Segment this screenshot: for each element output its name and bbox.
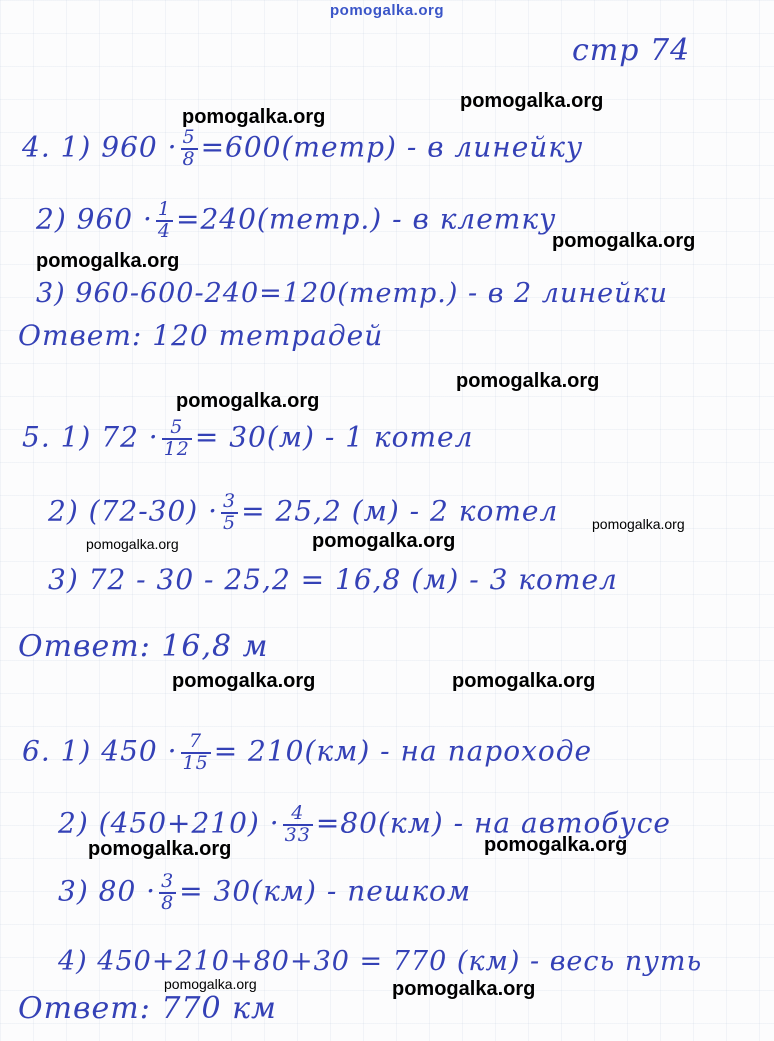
- fraction-numerator: 3: [161, 870, 175, 892]
- watermark: pomogalka.org: [456, 370, 600, 392]
- problem4-line1-end: =600(тетр) - в линейку: [200, 130, 584, 164]
- fraction-numerator: 3: [223, 490, 237, 512]
- fraction: [181, 732, 211, 774]
- watermark: pomogalka.org: [36, 250, 180, 272]
- problem4-line1: [22, 128, 583, 170]
- watermark: pomogalka.org: [86, 536, 179, 552]
- watermark: pomogalka.org: [176, 390, 320, 412]
- fraction-denominator: 5: [223, 511, 237, 534]
- top-watermark: pomogalka.org: [330, 2, 445, 19]
- fraction-denominator: 33: [284, 823, 311, 846]
- fraction-numerator: 5: [162, 418, 192, 440]
- fraction-denominator: 4: [157, 219, 171, 242]
- problem5-line2-end: = 25,2 (м) - 2 котел: [241, 494, 559, 528]
- problem4-line2: [36, 200, 556, 242]
- fraction-denominator: 15: [182, 751, 209, 774]
- problem6-line2-start: 2) (450+210) ·: [58, 806, 280, 840]
- watermark: pomogalka.org: [182, 106, 326, 128]
- problem5-line1-end: = 30(м) - 1 котел: [194, 420, 474, 454]
- problem5-line3: 3) 72 - 30 - 25,2 = 16,8 (м) - 3 котел: [48, 563, 618, 596]
- problem5-line1: [22, 418, 473, 460]
- fraction-numerator: 4: [283, 804, 313, 826]
- problem5-line2-start: 2) (72-30) ·: [48, 494, 219, 528]
- fraction: [181, 128, 198, 170]
- problem6-answer: Ответ: 770 км: [18, 991, 277, 1026]
- fraction: [221, 492, 238, 534]
- watermark: pomogalka.org: [392, 978, 536, 1000]
- watermark: pomogalka.org: [552, 230, 696, 252]
- problem4-line2-start: 2) 960 ·: [36, 202, 153, 236]
- problem6-line4: 4) 450+210+80+30 = 770 (км) - весь путь: [58, 946, 703, 977]
- fraction-numerator: 7: [181, 732, 211, 754]
- fraction-denominator: 8: [182, 147, 196, 170]
- fraction-denominator: 8: [161, 891, 175, 914]
- fraction: [156, 200, 173, 242]
- problem6-line3: [58, 872, 471, 914]
- fraction: [159, 872, 176, 914]
- problem5-answer: Ответ: 16,8 м: [18, 629, 269, 664]
- watermark: pomogalka.org: [452, 670, 596, 692]
- watermark: pomogalka.org: [592, 516, 685, 532]
- problem6-line1: [22, 732, 592, 774]
- watermark: pomogalka.org: [312, 530, 456, 552]
- problem5-line1-start: 5. 1) 72 ·: [22, 420, 159, 454]
- watermark: pomogalka.org: [88, 838, 232, 860]
- problem4-answer: Ответ: 120 тетрадей: [18, 319, 384, 352]
- fraction-numerator: 5: [182, 126, 196, 148]
- problem4-line2-end: =240(тетр.) - в клетку: [175, 202, 557, 236]
- problem6-line2-end: =80(км) - на автобусе: [315, 806, 671, 840]
- problem4-line3: 3) 960-600-240=120(тетр.) - в 2 линейки: [36, 278, 669, 309]
- problem6-line1-end: = 210(км) - на пароходе: [213, 734, 593, 768]
- watermark: pomogalka.org: [164, 976, 257, 992]
- page-label: стр 74: [572, 33, 691, 68]
- problem6-line1-start: 6. 1) 450 ·: [22, 734, 178, 768]
- problem4-line1-start: 4. 1) 960 ·: [22, 130, 178, 164]
- fraction: [162, 418, 192, 460]
- watermark: pomogalka.org: [172, 670, 316, 692]
- watermark: pomogalka.org: [484, 834, 628, 856]
- watermark: pomogalka.org: [460, 90, 604, 112]
- problem6-line3-end: = 30(км) - пешком: [179, 874, 472, 908]
- problem6-line3-start: 3) 80 ·: [58, 874, 157, 908]
- fraction: [283, 804, 313, 846]
- fraction-numerator: 1: [157, 198, 171, 220]
- problem5-line2: [48, 492, 558, 534]
- fraction-denominator: 12: [163, 437, 190, 460]
